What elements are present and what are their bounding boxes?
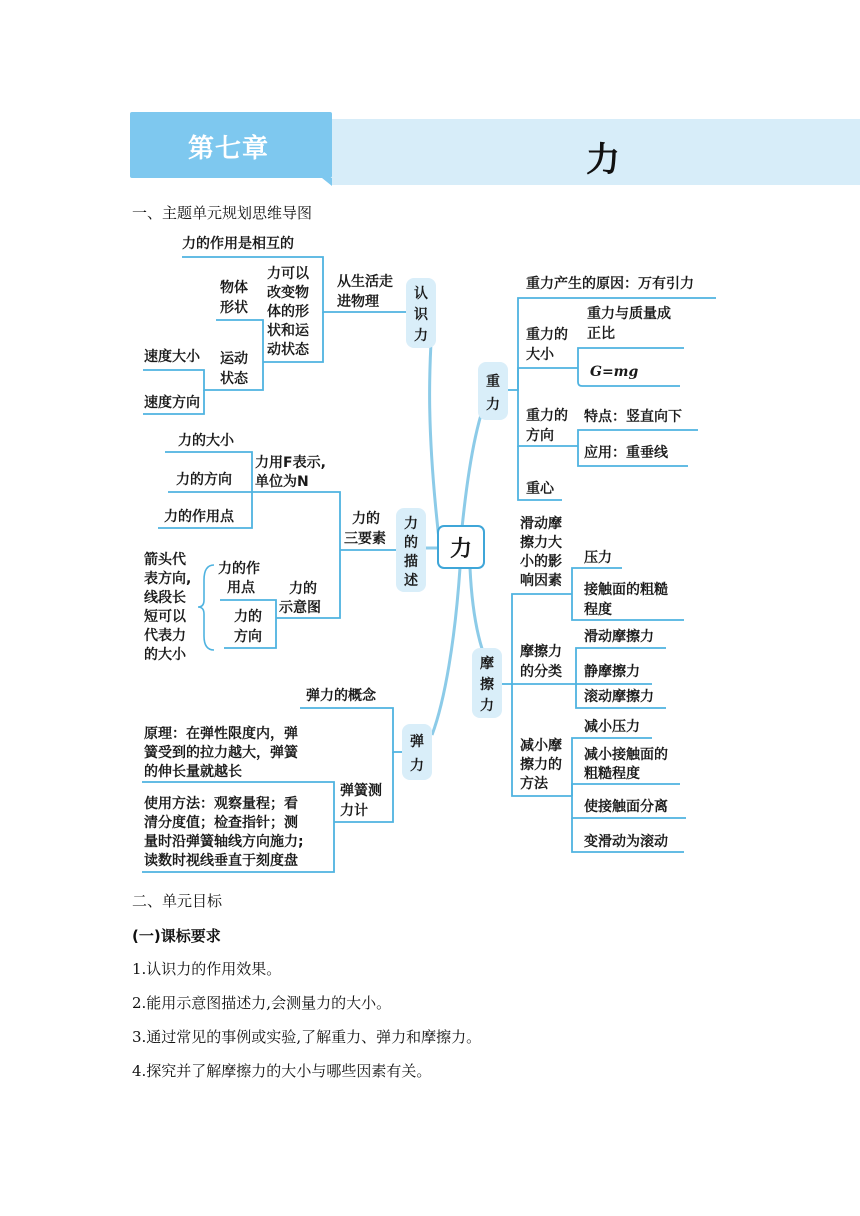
brace (198, 565, 214, 650)
motion-label-2: 状态 (220, 371, 248, 387)
shape-label-2: 形状 (220, 300, 248, 316)
recognize-label-1: 认 (414, 286, 428, 302)
change-label-5: 动状态 (267, 342, 309, 358)
r2-label-2: 粗糙程度 (584, 766, 640, 782)
speed-size-label: 速度大小 (144, 349, 200, 365)
trunk-friction (470, 568, 486, 660)
elastic-label-1: 弹 (410, 734, 424, 750)
three-label-1: 力的 (352, 511, 380, 527)
notation-label-2: 单位为N (255, 474, 309, 490)
sliding-label: 滑动摩擦力 (584, 629, 654, 645)
section-heading-mindmap: 一、主题单元规划思维导图 (132, 204, 313, 222)
arrow-note-6: 的大小 (144, 647, 186, 663)
gdir-label-2: 方向 (526, 428, 554, 444)
describe-label-2: 的 (404, 535, 418, 551)
gcenter-label: 重心 (526, 481, 554, 497)
usage-3: 量时沿弹簧轴线方向施力; (144, 834, 304, 850)
notation-label-1: 力用F表示, (255, 455, 326, 471)
shape-label-1: 物体 (220, 280, 248, 296)
pressure-label: 压力 (584, 550, 612, 566)
ratio-label-2: 正比 (587, 326, 615, 342)
dir2-label-2: 方向 (234, 629, 262, 645)
friction-label-3: 力 (480, 698, 494, 714)
change-label-3: 体的形 (267, 304, 309, 320)
gdir-label-1: 重力的 (526, 408, 568, 424)
gravity-label-1: 重 (486, 374, 500, 390)
gsize-label-2: 大小 (526, 347, 554, 363)
ratio-label-1: 重力与质量成 (587, 306, 671, 322)
rolling-label: 滚动摩擦力 (584, 689, 654, 705)
gsize-label-1: 重力的 (526, 327, 568, 343)
change-label-4: 状和运 (267, 323, 309, 339)
static-label: 静摩擦力 (584, 664, 640, 680)
line-r2 (572, 784, 680, 796)
center-label: 力 (450, 537, 473, 562)
diagram-label-1: 力的 (289, 581, 317, 597)
roughness-label-2: 程度 (584, 602, 612, 618)
point2-label-1: 力的作 (218, 561, 260, 577)
recognize-label-2: 识 (414, 307, 428, 323)
mutual-label: 力的作用是相互的 (182, 236, 294, 252)
direction-label: 力的方向 (176, 472, 232, 488)
reduce-label-1: 减小摩 (520, 738, 562, 754)
arrow-note-2: 表方向, (144, 571, 192, 587)
describe-label-3: 描 (404, 554, 418, 570)
factors-label-4: 响因素 (520, 573, 562, 589)
goal-4: 4.探究并了解摩擦力的大小与哪些因素有关。 (132, 1062, 432, 1080)
r1-label: 减小压力 (584, 719, 640, 735)
life-label-1: 从生活走 (337, 274, 393, 290)
goal-2: 2.能用示意图描述力,会测量力的大小。 (132, 994, 392, 1012)
line-mutual (182, 257, 333, 312)
three-label-2: 三要素 (344, 531, 386, 547)
reduce-label-2: 擦力的 (520, 757, 562, 773)
dir2-label-1: 力的 (234, 609, 262, 625)
gravity-label-2: 力 (486, 397, 500, 413)
section-heading-goals: 二、单元目标 (132, 892, 223, 910)
arrow-note-5: 代表力 (144, 628, 186, 644)
elastic-label-2: 力 (410, 758, 424, 774)
life-label-2: 进物理 (337, 294, 379, 310)
goal-3: 3.通过常见的事例或实验,了解重力、弹力和摩擦力。 (132, 1028, 482, 1046)
r4-label: 变滑动为滚动 (584, 834, 668, 850)
formula-label: G=mg (590, 364, 639, 380)
line-gsize (518, 368, 578, 390)
line-notation (252, 492, 340, 550)
recognize-label-3: 力 (414, 328, 428, 344)
usage-2: 清分度值；检查指针；测 (144, 815, 298, 831)
friction-label-2: 擦 (480, 677, 494, 693)
types-label-2: 的分类 (520, 664, 562, 680)
reduce-label-3: 方法 (520, 776, 548, 792)
application-label: 应用：重垂线 (584, 445, 668, 461)
goal-1: 1.认识力的作用效果。 (132, 960, 282, 978)
chapter-number: 第七章 (188, 134, 270, 164)
arrow-note-3: 线段长 (144, 590, 186, 606)
arrow-note-1: 箭头代 (144, 552, 186, 568)
diagram-label-2: 示意图 (279, 600, 321, 616)
principle-1: 原理：在弹性限度内，弹 (144, 726, 298, 742)
friction-label-1: 摩 (480, 656, 494, 672)
change-label-2: 改变物 (267, 285, 309, 301)
r3-label: 使接触面分离 (584, 799, 668, 815)
meter-label-1: 弹簧测 (340, 783, 382, 799)
principle-3: 的伸长量就越长 (144, 764, 242, 780)
roughness-label-1: 接触面的粗糙 (584, 582, 668, 598)
speed-dir-label: 速度方向 (144, 395, 200, 411)
factors-label-3: 小的影 (520, 554, 562, 570)
trunk-elastic (432, 568, 460, 735)
meter-label-2: 力计 (340, 803, 368, 819)
subheading-standards: (一)课标要求 (132, 927, 221, 945)
line-speed-size (143, 370, 216, 390)
feature-label: 特点：竖直向下 (584, 409, 682, 425)
principle-2: 簧受到的拉力越大，弹簧 (144, 745, 298, 761)
describe-label-4: 述 (404, 573, 418, 589)
r2-label-1: 减小接触面的 (584, 747, 668, 763)
motion-label-1: 运动 (220, 351, 248, 367)
trunk-recognize (430, 325, 440, 548)
factors-label-2: 擦力大 (520, 535, 562, 551)
describe-label-1: 力 (404, 516, 418, 532)
point-label: 力的作用点 (164, 509, 234, 525)
chapter-title: 力 (586, 140, 620, 180)
change-label-1: 力可以 (267, 266, 309, 282)
cause-label: 重力产生的原因：万有引力 (526, 276, 694, 292)
line-feature (578, 430, 698, 446)
size-label: 力的大小 (178, 433, 234, 449)
line-concept (300, 708, 402, 752)
usage-1: 使用方法：观察量程；看 (144, 796, 298, 812)
point2-label-2: 用点 (227, 580, 255, 596)
usage-4: 读数时视线垂直于刻度盘 (144, 853, 298, 869)
arrow-note-4: 短可以 (144, 609, 186, 625)
factors-label-1: 滑动摩 (520, 516, 562, 532)
types-label-1: 摩擦力 (520, 644, 562, 660)
concept-label: 弹力的概念 (306, 688, 376, 704)
